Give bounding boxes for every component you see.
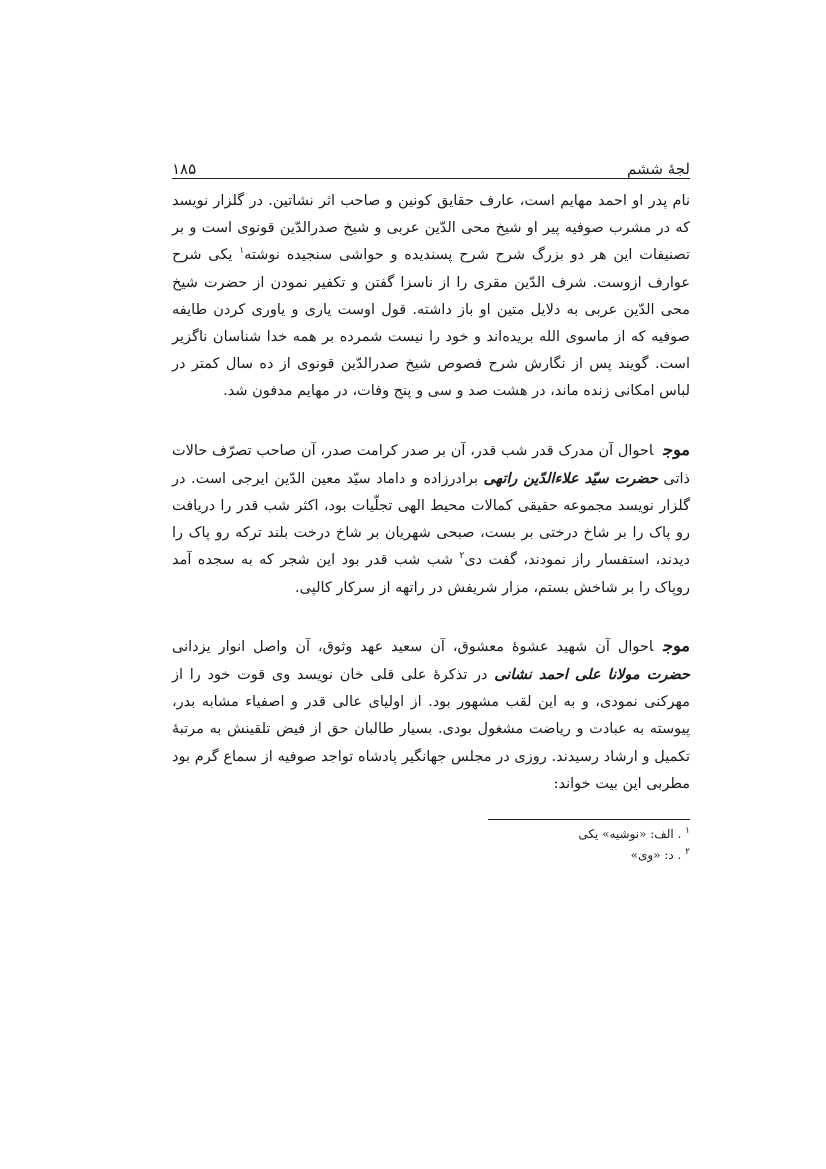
footnote-rule bbox=[488, 819, 690, 820]
main-text bbox=[172, 188, 690, 798]
footnote-ref-2: ۲ bbox=[459, 551, 465, 562]
person-name: حضرت مولانا علی احمد نشانی bbox=[494, 666, 690, 684]
paragraph-3: موجاحوال آن شهید عشوۀ معشوق، آن سعید عهد وثوق، آن واصل انوار یزدانی حضرت مولانا علی احمد نشانی در تذکرۀ علی قلی خان نویسد وی قوت خود را از مهرکنی نمودی، و به این لقب مشهور بود. از اولیای عالی قدر و اصفیاء مشابه بدر، پیوسته به عبادت و ریاضت مشغول بودی. بسیار طالبان حق از فیض تلقینش به مرتبۀ تکمیل و ارشاد رسیدند. روزی در مجلس جهانگیر پادشاه تواجد صوفیه از سماع گرم بود مطربی این بیت خواند: bbox=[172, 635, 690, 792]
header-rule bbox=[172, 178, 690, 179]
footnote-1: $^۱$ . الف: «نوشیه» یکی bbox=[578, 826, 690, 841]
chapter-title: لجۀ ششم bbox=[627, 160, 690, 178]
section-marker: موج bbox=[663, 635, 690, 655]
footnote-2: $^۲$ . د: «وی» bbox=[630, 847, 690, 862]
page-header bbox=[172, 150, 690, 178]
footnotes bbox=[172, 824, 690, 866]
footnote-ref-1: ۱ bbox=[239, 246, 245, 257]
section-marker: موج bbox=[663, 439, 690, 459]
page-number: ۱۸۵ bbox=[172, 160, 197, 178]
paragraph-1: نام پدر او احمد مهایم است، عارف حقایق کونین و صاحب اثر نشاتین. در گلزار نویسد که در مشرب صوفیه پیر او شیخ محی الدّین عربی و شیخ صدرالدّین قونوی است و بر تصنیفات این هر دو بزرگ شرح شرح پسندیده و حواشی سنجیده نوشته$^۱$ یکی شرح عوارف ازوست. شرف الدّین مقری را از ناسزا گفتن و تکفیر نمودن از حضرت شیخ محی الدّین عربی به دلایل متین او باز داشته. قول اوست یاری و یاوری کردن طایفه صوفیه که از ماسوی الله بریده‌اند و خود را نیست شمرده بر همه خدا شناسان ناگزیر است. گویند پس از نگارش شرح فصوص شیخ صدرالدّین قونوی از ده سال کمتر در لباس امکانی زنده ماند، در هشت صد و سی و پنج وفات، در مهایم مدفون شد. bbox=[172, 193, 690, 400]
person-name: حضرت سیّد علاءالدّین راتهی bbox=[483, 469, 658, 487]
paragraph-2: موجاحوال آن مدرک قدر شب قدر، آن بر صدر کرامت صدر، آن صاحب تصرّف حالات ذاتی حضرت سیّد علاءالدّین راتهی برادرزاده و داماد سیّد معین الدّین ایرجی است. در گلزار نویسد مجموعه حقیقی کمالات محیط الهی تجلّیات بود، اکثر شب قدر را دریافت رو پاک را بر شاخ درختی بر بست، صبحی شهریان بر شاخ درخت بلند ترکه رو پاک را دیدند، استفسار راز نمودند، گفت دی$^۲$ شب شب قدر بود این شجر که به سجده آمد روپاک را بر شاخش بستم، مزار شریفش در راتهه از سرکار کالپی. bbox=[172, 439, 691, 596]
